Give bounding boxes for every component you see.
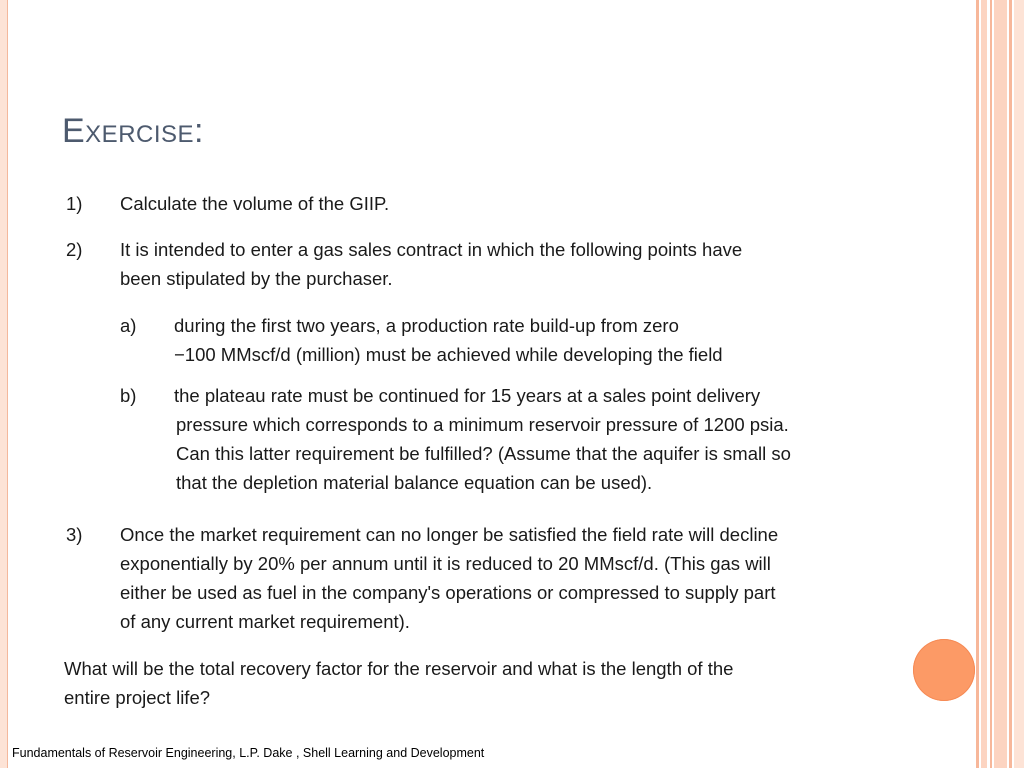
subitem-letter: b) (120, 385, 137, 406)
stripe (976, 0, 979, 768)
slide-title: Exercise: (62, 112, 204, 150)
stripe (994, 0, 1007, 768)
item-line: during the first two years, a production rate build-up from zero (174, 315, 679, 336)
item-line: either be used as fuel in the company's operations or compressed to supply part (120, 582, 776, 603)
item-line: exponentially by 20% per annum until it is reduced to 20 MMscf/d. (This gas will (120, 553, 771, 574)
item-line: the plateau rate must be continued for 15 years at a sales point delivery (174, 385, 761, 406)
item-number: 2) (66, 239, 83, 260)
decorative-circle (913, 639, 975, 701)
item-line: of any current market requirement). (120, 611, 410, 632)
item-number: 1) (66, 193, 83, 214)
item-line: −100 MMscf/d (million) must be achieved while developing the field (174, 344, 723, 365)
stripe (981, 0, 987, 768)
item-line: Calculate the volume of the GIIP. (120, 193, 390, 214)
item-line: pressure which corresponds to a minimum reservoir pressure of 1200 psia. (176, 414, 789, 435)
question-line: What will be the total recovery factor for the reservoir and what is the length of the (64, 658, 734, 679)
left-border (0, 0, 8, 768)
stripe (990, 0, 992, 768)
slide-footer: Fundamentals of Reservoir Engineering, L.P. Dake , Shell Learning and Development (12, 746, 485, 760)
item-line: Can this latter requirement be fulfilled? (Assume that the aquifer is small so (176, 443, 791, 464)
stripe (1014, 0, 1024, 768)
item-line: Once the market requirement can no longer be satisfied the field rate will decline (120, 524, 779, 545)
stripe (1009, 0, 1012, 768)
question-line: entire project life? (64, 687, 211, 708)
item-line: that the depletion material balance equation can be used). (176, 472, 653, 493)
item-line: It is intended to enter a gas sales contract in which the following points have (120, 239, 743, 260)
item-line: been stipulated by the purchaser. (120, 268, 393, 289)
item-number: 3) (66, 524, 83, 545)
subitem-letter: a) (120, 315, 137, 336)
